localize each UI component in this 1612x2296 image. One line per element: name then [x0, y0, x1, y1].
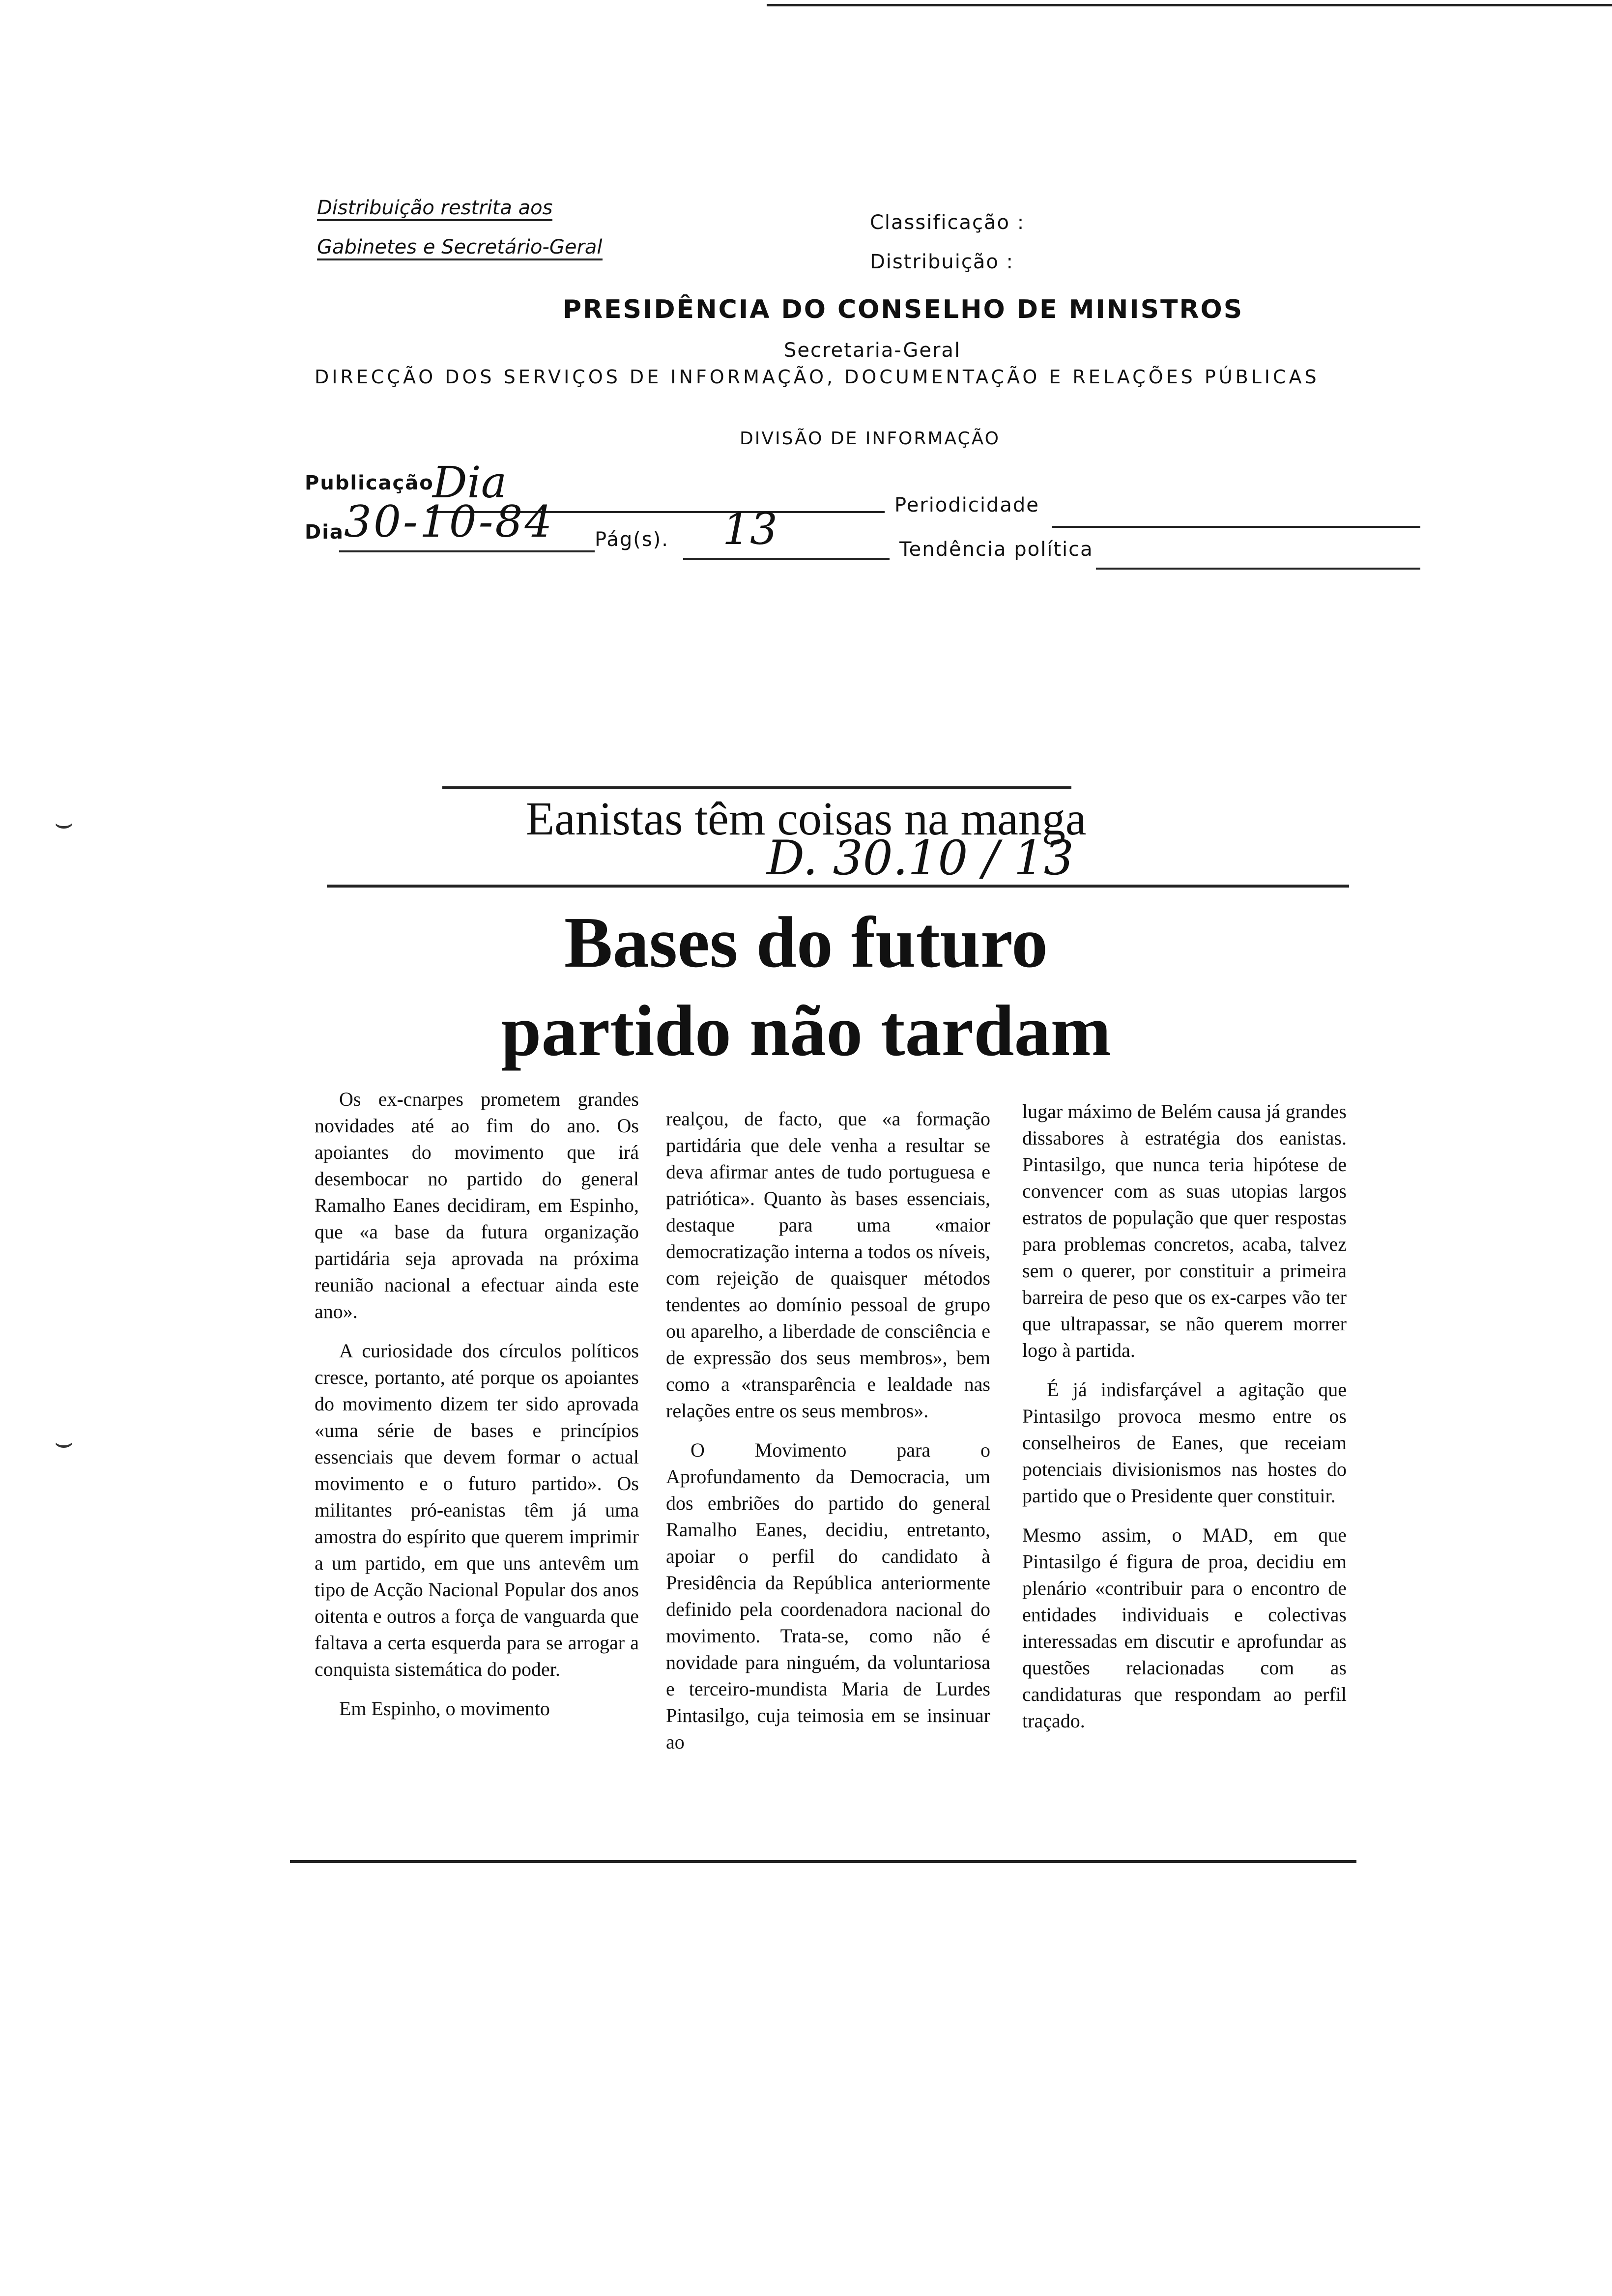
- pages-handwritten-value: 13: [722, 504, 777, 554]
- day-handwritten-value: 30-10-84: [344, 496, 554, 547]
- day-label: Dia: [305, 521, 344, 544]
- secretariat-label: Secretaria-Geral: [784, 339, 961, 362]
- col3-paragraph: lugar máximo de Belém causa já grandes dissabores à estratégia dos eanistas. Pintasilgo, que nunca teria hipótese de convencer com as suas utopias largos estratos de população que quer respostas para problemas concretos, acaba, talvez sem o querer, por constituir a primeira barreira de peso que os ex-carpes vão ter que ultrapassar, se não querem morrer logo à partida.: [1022, 1100, 1347, 1361]
- distribution-note-line1: Distribuição restrita aos: [317, 197, 552, 221]
- pages-label: Pág(s).: [595, 528, 669, 551]
- article-kicker: Eanistas têm coisas na manga: [525, 792, 1087, 845]
- margin-punch-mark-upper: ⌣: [54, 806, 74, 840]
- division-label: DIVISÃO DE INFORMAÇÃO: [740, 429, 1000, 449]
- col2-paragraph: realçou, de facto, que «a formação partidária que dele venha a resultar se deva afirmar antes de tudo portuguesa e patriótica». Quanto às bases essenciais, destaque para uma «maior democratização interna a todos os níveis, com rejeição de quaisquer métodos tendentes ao domínio pessoal de grupo ou aparelho, a liberdade de consciência e de expressão dos seus membros», bem como a «transparência e lealdade nas relações entre os seus membros».: [666, 1108, 990, 1422]
- distribution-label: Distribuição :: [870, 251, 1014, 273]
- headline-line1: Bases do futuro: [564, 902, 1048, 983]
- publication-label: Publicação: [305, 472, 434, 494]
- col3-paragraph: É já indisfarçável a agitação que Pintasilgo provoca mesmo entre os conselheiros de Eanes, que receiam potenciais divisionismos nas hostes do partido que o Presidente quer constituir.: [1022, 1378, 1347, 1507]
- presidency-title: PRESIDÊNCIA DO CONSELHO DE MINISTROS: [563, 295, 1244, 324]
- col1-paragraph: A curiosidade dos círculos políticos cresce, portanto, até porque os apoiantes do movimento dizem ter sido aprovada «uma série de bases e princípios essenciais que devem formar o actual movimento e o futuro partido». Os militantes pró-eanistas têm já uma amostra do espírito que querem imprimir a um partido, em que uns antevêm um tipo de Acção Nacional Popular dos anos oitenta e outros a força de vanguarda que faltava a certa esquerda para se arrogar a conquista sistemática do poder.: [315, 1340, 639, 1680]
- col1-paragraph: Os ex-cnarpes prometem grandes novidades até ao fim do ano. Os apoiantes do movimento que irá desembocar no partido do general Ramalho Eanes decidiram, em Espinho, que «a base da futura organização partidária seja aprovada na próxima reunião nacional a efectuar ainda este ano».: [315, 1088, 639, 1322]
- article-bottom-rule: [290, 1860, 1356, 1863]
- headline-line2: partido não tardam: [501, 991, 1111, 1071]
- directorate-label: DIRECÇÃO DOS SERVIÇOS DE INFORMAÇÃO, DOCUMENTAÇÃO E RELAÇÕES PÚBLICAS: [315, 366, 1320, 388]
- article-column-1: [315, 1086, 639, 1735]
- distribution-note-line2: Gabinetes e Secretário-Geral: [317, 236, 603, 260]
- tendency-label: Tendência política: [899, 538, 1094, 561]
- publication-handwritten-value: Dia: [432, 457, 507, 508]
- kicker-top-rule: [442, 786, 1071, 789]
- article-column-2: [666, 1106, 990, 1768]
- day-line: [339, 550, 595, 552]
- article-column-3: [1022, 1098, 1347, 1747]
- col3-paragraph: Mesmo assim, o MAD, em que Pintasilgo é figura de proa, decidiu em plenário «contribuir para o encontro de entidades individuais e colectivas interessadas em discutir e aprofundar as questões relacionadas com as candidaturas que respondam ao perfil traçado.: [1022, 1524, 1347, 1732]
- tendency-line: [1096, 568, 1420, 570]
- pages-line: [683, 558, 890, 560]
- periodicity-label: Periodicidade: [894, 494, 1039, 517]
- col2-paragraph: O Movimento para o Aprofundamento da Democracia, um dos embriões do partido do general Ramalho Eanes, decidiu, entretanto, apoiar o perfil do candidato à Presidência da República anteriormente definido pela coordenadora nacional do movimento. Trata-se, como não é novidade para ninguém, da voluntariosa e terceiro-mundista Maria de Lurdes Pintasilgo, cuja teimosia em se insinuar ao: [666, 1439, 990, 1753]
- classification-label: Classificação :: [870, 211, 1025, 234]
- handwritten-reference: D. 30.10 / 13: [767, 831, 1074, 886]
- margin-punch-mark-lower: ⌣: [54, 1425, 74, 1460]
- top-border-line: [767, 4, 1612, 6]
- periodicity-line: [1052, 526, 1420, 528]
- col1-paragraph: Em Espinho, o movimento: [339, 1697, 550, 1720]
